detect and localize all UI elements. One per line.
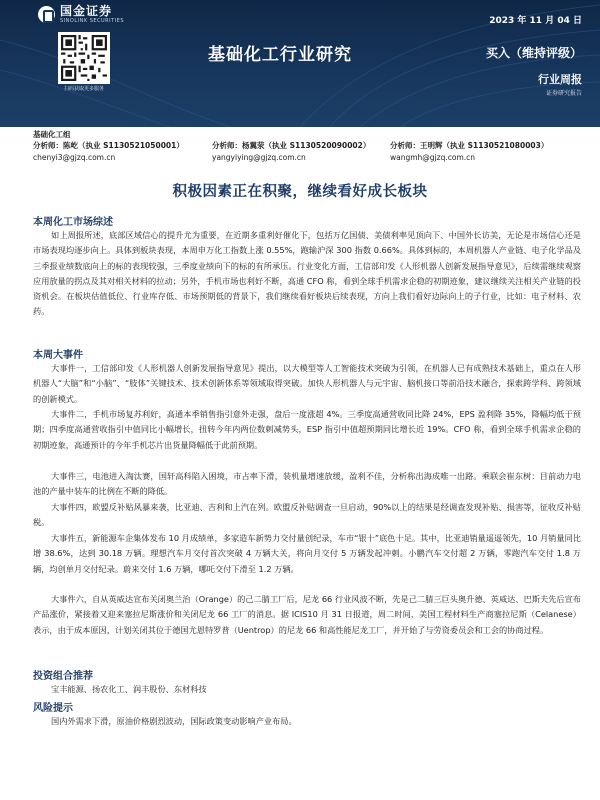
analyst-2-label: 分析师：杨翼荥（执业 S1130520090002） [212, 141, 371, 150]
section-heading-market-review: 本周化工市场综述 [33, 217, 113, 228]
section-heading-portfolio: 投资组合推荐 [33, 671, 93, 682]
event-2-paragraph: 大事件二，手机市场复苏利好，高通本季销售指引意外走强，盘后一度涨超 4%。三季度高通营收同比降 24%，EPS 盈利降 35%，降幅均低于预期；四季度高通营收指引中值同比小幅增长，扭转今年内两位数刺减势头，ESP 指引中值超预期同比增长近 19%。CFO 称，看到全球手机需求企稳的初期迹象，高通预计的今年手机芯片出货量降幅低于此前预期。 [33, 409, 581, 450]
portfolio-paragraph: 宝丰能源、扬农化工、润丰股份、东材科技 [51, 684, 207, 694]
analyst-3-email[interactable]: wangmh@gjzq.com.cn [390, 153, 476, 162]
event-3-paragraph: 大事件三，电池进入淘汰赛，国轩高科陷入困境，市占率下滑，装机量增速放缓，盈利不佳，分析称出海成唯一出路。乘联会崔东树：目前动力电池的产量中装车的比例在不断的降低。 [33, 471, 581, 497]
event-1-paragraph: 大事件一，工信部印发《人形机器人创新发展指导意见》提出，以大模型等人工智能技术突破为引领，在机器人已有成熟技术基础上，重点在人形机器人“大脑”和“小脑”、“肢体”关键技术、技术创新体系等领域取得突破。加快人形机器人与元宇宙、脑机接口等前沿技术融合，探索跨学科、跨领域的创新模式。 [33, 363, 581, 404]
qr-code-icon[interactable] [58, 32, 110, 84]
report-type: 行业周报 [538, 73, 582, 86]
company-logo [38, 5, 124, 24]
report-category-title: 基础化工行业研究 [208, 45, 352, 65]
event-5-paragraph: 大事件五，新能源车企集体发布 10 月成绩单，多家造车新势力交付量创纪录，车市“银十”底色十足。其中，比亚迪销量遥遥领先，10 月销量同比增 38.6%，达到 30.18 万辆。理想汽车月交付首次突破 4 万辆大关，将向月交付 5 万辆发起冲刺。小鹏汽车交付超 2 万辆，零跑汽车交付 1.8 万辆，均创单月交付纪录。蔚来交付 1.6 万辆，哪吒交付下滑至 1.2 万辆。 [33, 533, 581, 574]
logo-icon [38, 6, 55, 23]
risk-paragraph: 国内外需求下滑，原油价格剧烈波动，国际政策变动影响产业布局。 [51, 716, 297, 726]
analyst-1-label: 分析师：陈屹（执业 S1130521050001） [33, 141, 184, 150]
event-6-paragraph: 大事件六，自从英威达宣布关闭奥兰治（Orange）的己二腈工厂后，尼龙 66 行业风波不断，先是己二腈三巨头奥升德、英威达、巴斯夫先后宣布产品涨价，紧接着又迎来塞拉尼斯涨价和关闭尼龙 66 工厂的消息。据 ICIS10 月 31 日报道，周二时间，美国工程材料生产商塞拉尼斯（Celanese）表示，由于成本原因，计划关闭其位于德国尤恩特罗普（Uentrop）的尼龙 66 和高性能尼龙工厂，并开始了与劳资委员会和工会的协商过程。 [33, 594, 581, 635]
market-review-paragraph: 如上周报所述，底部区域信心的提升尤为重要，在近期多重利好催化下，包括万亿国债、美债利率见顶向下、中国外长访美，无论是市场信心还是市场表现均逐步向上。具体到板块表现，本周申万化工指数上涨 0.55%，跑输沪深 300 指数 0.66%。具体到标的，本周机器人产业链、电子化学品及三季报业绩数底向上的标的表现较强，三季度业绩向下的标的有所承压。行业变化方面，工信部印发《人形机器人创新发展指导意见》，后续需继续观察应用放量的拐点及其对相关材料的拉动；另外，手机市场也利好不断，高通 CFO 称，看到全球手机需求企稳的初期迹象，建议继续关注相关产业链的投资机会。在板块估值低位、行业库存低、市场预期低的背景下，我们继续看好板块后续表现，方向上我们看好边际向上的子行业，比如：电子材料、农药。 [33, 230, 581, 317]
analyst-1-email[interactable]: chenyi3@gjzq.com.cn [33, 153, 116, 162]
report-headline: 积极因素正在积聚，继续看好成长板块 [172, 184, 428, 200]
section-heading-events: 本周大事件 [33, 350, 83, 361]
qr-caption: 扫码获取更多服务 [63, 86, 104, 92]
analyst-1 [33, 140, 184, 164]
report-header [0, 0, 600, 127]
team-name: 基础化工组 [33, 130, 71, 139]
logo-name-cn: 国金证券 [60, 4, 113, 18]
analyst-2-email[interactable]: yangyiying@gjzq.com.cn [212, 153, 306, 162]
rating-badge: 买入（维持评级） [485, 46, 582, 60]
analyst-2 [212, 140, 370, 164]
report-date: 2023 年 11 月 04 日 [489, 16, 582, 26]
section-heading-risk: 风险提示 [33, 703, 73, 714]
report-subtype: 证券研究报告 [545, 90, 582, 97]
analyst-3 [390, 140, 548, 164]
event-4-paragraph: 大事件四，欧盟反补贴风暴来袭，比亚迪、吉利和上汽在列。欧盟反补贴调查一旦启动，90%以上的结果是经调查发现补贴、损害等，征收反补贴税。 [33, 502, 581, 528]
logo-name-en: SINOLINK SECURITIES [60, 18, 124, 24]
analyst-3-label: 分析师：王明辉（执业 S1130521080003） [390, 141, 549, 150]
